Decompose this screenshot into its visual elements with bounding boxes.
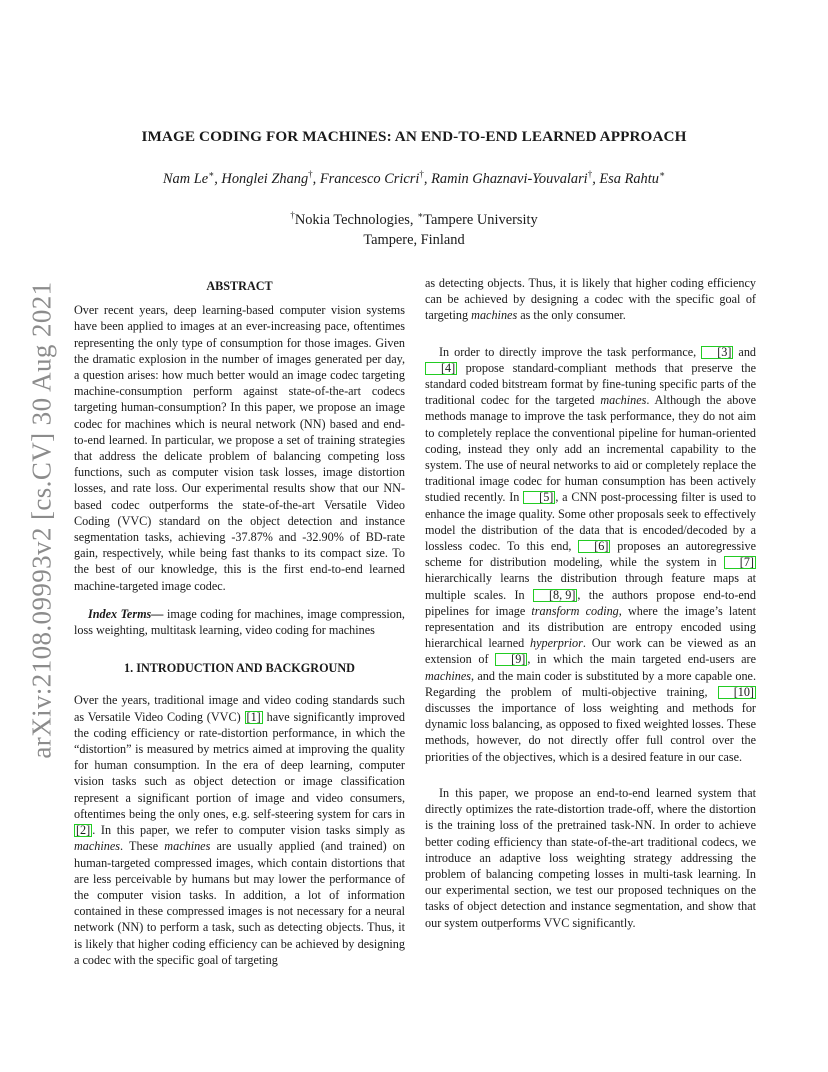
author-list: Nam Le∗, Honglei Zhang†, Francesco Cricri†, Ramin Ghaznavi-Youvalari†, Esa Rahtu∗: [162, 169, 666, 187]
text-run: . Our work can be viewed as an extension of: [425, 636, 756, 667]
text-run: . In this paper, we refer to computer vision tasks simply as: [92, 823, 405, 838]
emphasis: machines: [425, 668, 472, 683]
author-mark: ∗: [658, 169, 666, 179]
affil-org: Tampere University: [423, 211, 538, 228]
intro-paragraph-3: In this paper, we propose an end-to-end learned system that directly optimizes the rate-distortion trade-off, where the distortion is the training loss of the pretrained task-NN. In order to achieve better coding efficiency than state-of-the-art traditional codecs, we introduce an adaptive loss weighting strategy addressing the problem of balancing competing losses in multi-task learning. In our experimental section, we test our proposed techniques on the tasks of object detection and instance segmentation, and show that our system outperforms VVC significantly.: [425, 785, 756, 930]
affil-org: Nokia Technologies,: [294, 211, 418, 228]
text-run: as detecting objects. Thus, it is likely that higher coding efficiency can be achieved by designing a codec with the specific goal of targeting: [425, 276, 756, 323]
text-run: , in which the main targeted end-users are: [527, 652, 756, 667]
author-mark: ∗: [208, 169, 215, 179]
author-mark: †: [419, 169, 424, 179]
author-name: Ramin Ghaznavi-Youvalari: [431, 170, 588, 187]
citation-link[interactable]: [2]: [76, 823, 91, 838]
text-run: . These: [120, 839, 165, 854]
author-name: Nam Le: [162, 170, 209, 187]
emphasis: machines: [164, 839, 211, 854]
citation-link[interactable]: [4]: [425, 362, 457, 375]
emphasis: machines: [600, 393, 647, 408]
index-terms-text: image coding for machines, image compression, loss weighting, multitask learning, video coding for machines: [74, 606, 405, 638]
author-name: Honglei Zhang: [221, 170, 309, 187]
affiliations: [0, 205, 828, 250]
intro-paragraph-2: [425, 344, 756, 765]
emphasis: hyperprior: [530, 636, 583, 651]
affiliation-line: [0, 205, 828, 230]
intro-heading: 1. INTRODUCTION AND BACKGROUND: [124, 661, 355, 676]
right-column: [425, 275, 756, 931]
text-run: Over the years, traditional image and video coding standards such as Versatile Video Coding (VVC): [74, 693, 405, 724]
text-run: hierarchically learns the distribution through feature maps at multiple scales. In: [425, 571, 756, 602]
arxiv-stamp: [22, 282, 62, 758]
text-run: have significantly improved the coding efficiency or rate-distortion performance, in which the “distortion” is measured by metrics aimed at improving the quality for human consumption. In the era of deep learning, computer vision tasks such as object detection or image classification represent a significant portion of image and video consumers, oftentimes being the only ones, e.g. self-steering system for cars in: [74, 709, 405, 821]
author-mark: †: [308, 169, 313, 179]
text-run: . Although the above methods manage to improve the task performance, they do not aim to completely replace the conventional pipeline for human-oriented coding, instead they only add an incremental capability to the system. The use of neural networks to aid or completely replace the traditional image codec for human consumption has been actively studied recently. In: [425, 393, 757, 505]
author-name: Francesco Cricri: [319, 170, 420, 187]
intro-paragraph-1-continued: [425, 275, 756, 324]
citation-link[interactable]: [6]: [578, 540, 610, 553]
emphasis: machines: [74, 839, 121, 854]
affil-mark: †: [290, 210, 295, 220]
affil-mark: ∗: [417, 210, 424, 220]
emphasis: transform coding: [531, 603, 619, 618]
left-column: [74, 278, 405, 968]
text-run: and: [733, 344, 757, 359]
intro-paragraph-1: [74, 692, 405, 967]
paper-title: IMAGE CODING FOR MACHINES: AN END-TO-END LEARNED APPROACH: [141, 128, 687, 145]
index-terms-label: Index Terms—: [88, 606, 164, 621]
text-run: , a CNN post-processing filter is used to enhance the image quality. Some other proposals seek to effectively model the distribution of the data that is encoded/decoded by a lossless codec. To this end,: [425, 490, 756, 554]
text-run: , where the image’s latent representation and its distribution are entropy encoded using hierarchical learned: [425, 603, 756, 651]
emphasis: machines: [471, 308, 518, 323]
text-run: discusses the importance of loss weighting and methods for dynamic loss balancing, as opposed to fixed weighted losses. These methods, however, do not directly offer full control over the priorities of the objectives, which is a desired feature in our case.: [425, 701, 756, 764]
text-run: , the authors propose end-to-end pipelines for image: [425, 587, 756, 618]
text-run: proposes an autoregressive scheme for distribution modeling, while the system in: [425, 539, 756, 570]
text-run: , and the main coder is substituted by a more capable one. Regarding the problem of multi-objective training,: [425, 668, 756, 699]
citation-link[interactable]: [1]: [246, 709, 261, 724]
citation-link[interactable]: [7]: [724, 556, 756, 569]
index-terms: [74, 606, 405, 638]
author-name: Esa Rahtu: [599, 170, 659, 187]
citation-link[interactable]: [10]: [718, 686, 756, 699]
citation-link[interactable]: [3]: [701, 346, 733, 359]
text-run: In order to directly improve the task performance,: [439, 344, 702, 359]
affil-location: Tampere, Finland: [363, 231, 465, 248]
text-run: are usually applied (and trained) on human-targeted compressed images, which contain distortions that are less perceivable by humans but may lower the performance of the computer vision tasks. In addition, a lot of information contained in these compressed images is not necessary for a neural network (NN) to perform a task, such as detecting objects. Thus, it is likely that higher coding efficiency can be achieved by designing a codec with the specific goal of targeting: [74, 839, 405, 967]
abstract-heading: ABSTRACT: [206, 279, 273, 293]
author-mark: †: [587, 169, 593, 179]
abstract-text: Over recent years, deep learning-based computer vision systems have been applied to images at an ever-increasing pace, oftentimes representing the only type of consumption for those images. Given the dramatic explosion in the number of images generated per day, a question arises: how much better would an image codec targeting machine-consumption perform against state-of-the-art codecs targeting human-consumption? In this paper, we propose an image codec for machines which is neural network (NN) based and end-to-end learned. In particular, we propose a set of training strategies that address the delicate problem of balancing competing loss functions, such as computer vision task losses, image distortion losses, and rate loss. Our experimental results show that our NN-based codec outperforms the state-of-the-art Versatile Video Coding (VVC) standard on the object detection and instance segmentation tasks, achieving -37.87% and -32.90% of BD-rate gain, respectively, while being fast thanks to its compact size. To the best of our knowledge, this is the first end-to-end learned machine-targeted image codec.: [74, 303, 405, 593]
citation-link[interactable]: [5]: [523, 491, 555, 504]
arxiv-stamp-text: arXiv:2108.09993v2 [cs.CV] 30 Aug 2021: [26, 281, 57, 759]
citation-link[interactable]: [8, 9]: [533, 589, 577, 602]
text-run: as the only consumer.: [517, 308, 626, 323]
text-run: propose standard-compliant methods that preserve the standard coded bitstream format by fine-tuning specific parts of the traditional codec for the targeted: [425, 360, 756, 408]
citation-link[interactable]: [9]: [495, 653, 527, 666]
